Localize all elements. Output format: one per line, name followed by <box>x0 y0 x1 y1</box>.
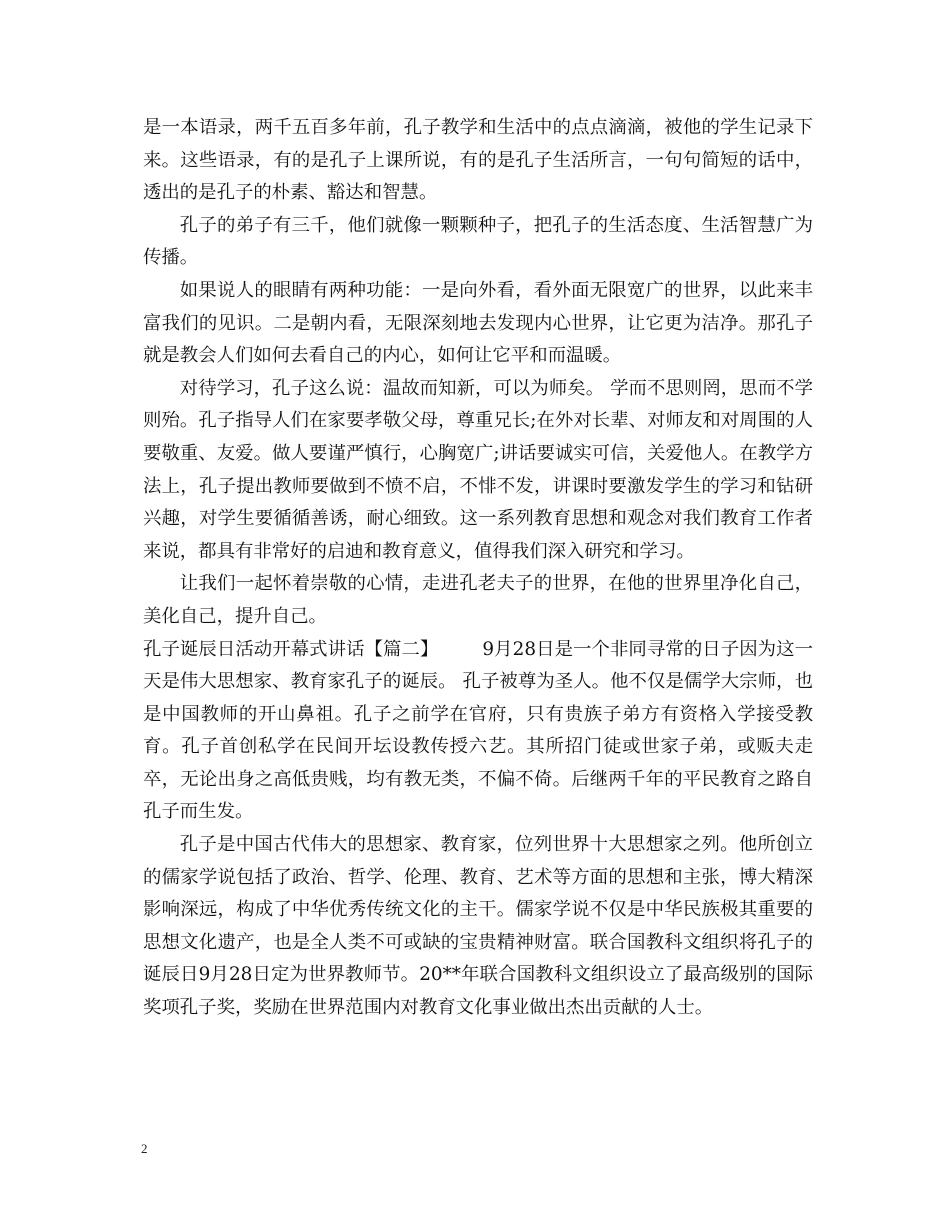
paragraph-confucius-legacy: 孔子是中国古代伟大的思想家、教育家，位列世界十大思想家之列。他所创立的儒家学说包括了政治、哲学、伦理、教育、艺术等方面的思想和主张，博大精深影响深远，构成了中华优秀传统文化的主干。儒家学说不仅是中华民族极其重要的思想文化遗产，也是全人类不可或缺的宝贵精神财富。联合国教科文组织将孔子的诞辰日9月28日定为世界教师节。20**年联合国教科文组织设立了最高级别的国际奖项孔子奖，奖励在世界范围内对教育文化事业做出杰出贡献的人士。 <box>143 834 813 1019</box>
section-two-text: 9月28日是一个非同寻常的日子因为这一天是伟大思想家、教育家孔子的诞辰。 孔子被尊为圣人。他不仅是儒学大宗师，也是中国教师的开山鼻祖。孔子之前学在官府，只有贵族子弟方有资格入学接受教育。孔子首创私学在民间开坛设教传授六艺。其所招门徒或世家子弟，或贩夫走卒，无论出身之高低贵贱，均有教无类，不偏不倚。后继两千年的平民教育之路自孔子而生发。 <box>143 638 813 823</box>
paragraph-analects-intro: 是一本语录，两千五百多年前，孔子教学和生活中的点点滴滴，被他的学生记录下来。这些语录，有的是孔子上课所说，有的是孔子生活所言，一句句简短的话中，透出的是孔子的朴素、豁达和智慧。 <box>143 117 813 204</box>
paragraph-closing: 让我们一起怀着崇敬的心情，走进孔老夫子的世界，在他的世界里净化自己，美化自己，提升自己。 <box>143 573 813 627</box>
page-number: 2 <box>141 1141 148 1156</box>
paragraph-disciples: 孔子的弟子有三千，他们就像一颗颗种子，把孔子的生活态度、生活智慧广为传播。 <box>143 214 813 269</box>
paragraph-eyes-functions: 如果说人的眼睛有两种功能：一是向外看，看外面无限宽广的世界，以此来丰富我们的见识。二是朝内看，无限深刻地去发现内心世界，让它更为洁净。那孔子就是教会人们如何去看自己的内心，如何让它平和而温暖。 <box>143 279 813 367</box>
paragraph-section-two <box>143 634 813 830</box>
document-body <box>143 112 813 1025</box>
paragraph-learning: 对待学习，孔子这么说：温故而知新，可以为师矣。 学而不思则罔，思而不学则殆。孔子指导人们在家要孝敬父母，尊重兄长;在外对长辈、对师友和对周围的人要敬重、友爱。做人要谨严慎行，心胸宽广;讲话要诚实可信，关爱他人。在教学方法上，孔子提出教师要做到不愤不启，不悱不发，讲课时要激发学生的学习和钻研兴趣，对学生要循循善诱，耐心细致。这一系列教育思想和观念对我们教育工作者来说，都具有非常好的启迪和教育意义，值得我们深入研究和学习。 <box>143 377 813 562</box>
section-heading: 孔子诞辰日活动开幕式讲话【篇二】 <box>143 638 439 660</box>
